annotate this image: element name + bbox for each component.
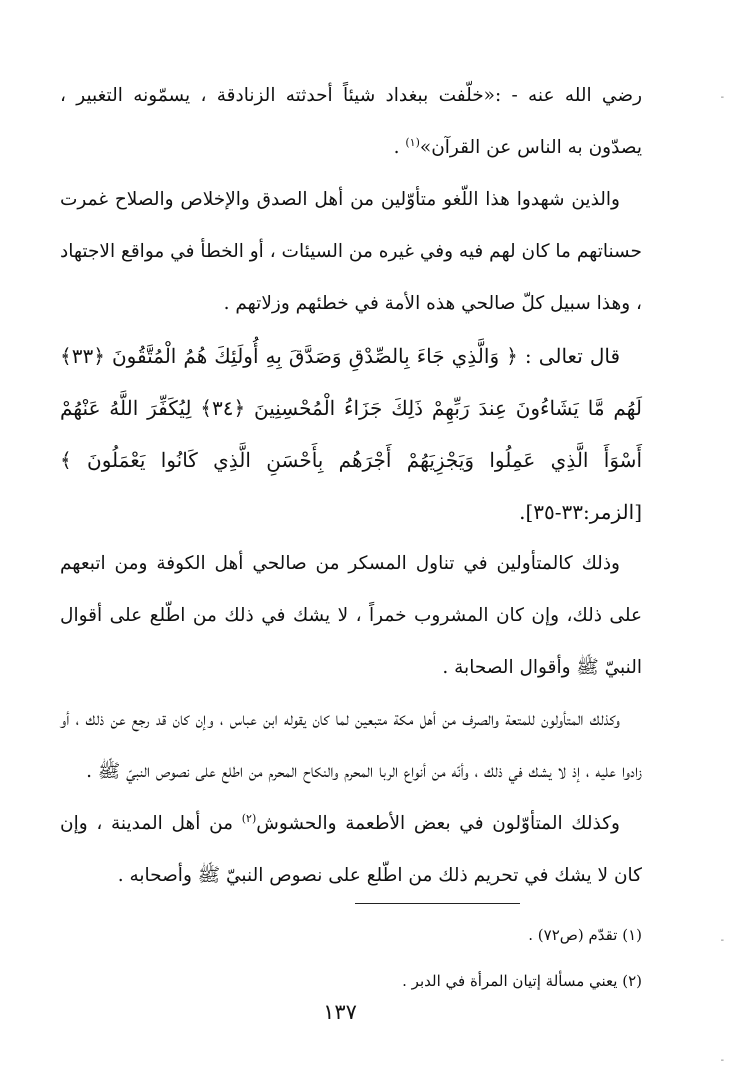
margin-mark-top: - — [720, 92, 724, 103]
footnote-ref-2: (٢) — [241, 811, 257, 825]
margin-mark-bottom: - — [720, 1055, 724, 1066]
paragraph-5-text: وكذلك المتأولون للمتعة والصرف من أهل مكة متبعين لما كان يقوله ابن عباس ، وإن كان قد رجع عن ذلك ، أو زادوا عليه ، إذ لا يشك في ذلك ، وأنّه من أنواع الربا المحرم والنكاح المحرم من اطلع على نصوص النبيّ ﷺ . — [60, 709, 642, 782]
footnote-divider — [355, 903, 520, 904]
footnote-1: (١) تقدّم (ص٧٢) . — [528, 926, 642, 944]
footnote-2: (٢) يعني مسألة إتيان المرأة في الدبر . — [402, 972, 642, 990]
paragraph-4-text: وذلك كالمتأولين في تناول المسكر من صالحي أهل الكوفة ومن اتبعهم على ذلك، وإن كان المشروب خمراً ، لا يشك في ذلك من اطّلع على أقوال النبيّ ﷺ وأقوال الصحابة . — [60, 553, 642, 678]
paragraph-6 — [60, 798, 642, 902]
paragraph-5 — [60, 694, 642, 798]
paragraph-1 — [60, 70, 642, 174]
footnote-ref-1: (١) — [405, 135, 420, 149]
quran-verse-text: قال تعالى : ﴿ وَالَّذِي جَاءَ بِالصِّدْقِ وَصَدَّقَ بِهِ أُولَئِكَ هُمُ الْمُتَّقُونَ ﴿٣٣﴾ لَهُم مَّا يَشَاءُونَ عِندَ رَبِّهِمْ ذَلِكَ جَزَاءُ الْمُحْسِنِينَ ﴿٣٤﴾ لِيُكَفِّرَ اللَّهُ عَنْهُمْ أَسْوَأَ الَّذِي عَمِلُوا وَيَجْزِيَهُمْ أَجْرَهُم بِأَحْسَنِ الَّذِي كَانُوا يَعْمَلُونَ ﴾[الزمر:٣٣-٣٥]. — [60, 344, 642, 524]
paragraph-1-end: . — [393, 137, 406, 158]
paragraph-2-text: والذين شهدوا هذا اللّغو متأوّلين من أهل الصدق والإخلاص والصلاح غمرت حسناتهم ما كان لهم فيه وفي غيره من السيئات ، أو الخطأ في مواقع الاجتهاد ، وهذا سبيل كلّ صالحي هذه الأمة في خطئهم وزلاتهم . — [60, 189, 642, 314]
paragraph-4 — [60, 538, 642, 694]
margin-mark-footnote: - — [720, 935, 724, 946]
footnotes — [300, 912, 642, 1004]
paragraph-1-text: رضي الله عنه - :«خلّفت ببغداد شيئاً أحدثته الزنادقة ، يسمّونه التغبير ، يصدّون به الناس عن القرآن» — [60, 85, 642, 158]
paragraph-6-text: وكذلك المتأوّلون في بعض الأطعمة والحشوش — [256, 813, 620, 834]
page-number: ١٣٧ — [323, 1000, 357, 1024]
paragraph-2 — [60, 174, 642, 330]
quran-paragraph — [60, 330, 642, 538]
page-body — [60, 70, 642, 902]
paragraph-6-end: من أهل المدينة ، وإن كان لا يشك في تحريم ذلك من اطّلع على نصوص النبيّ ﷺ وأصحابه . — [60, 813, 642, 886]
